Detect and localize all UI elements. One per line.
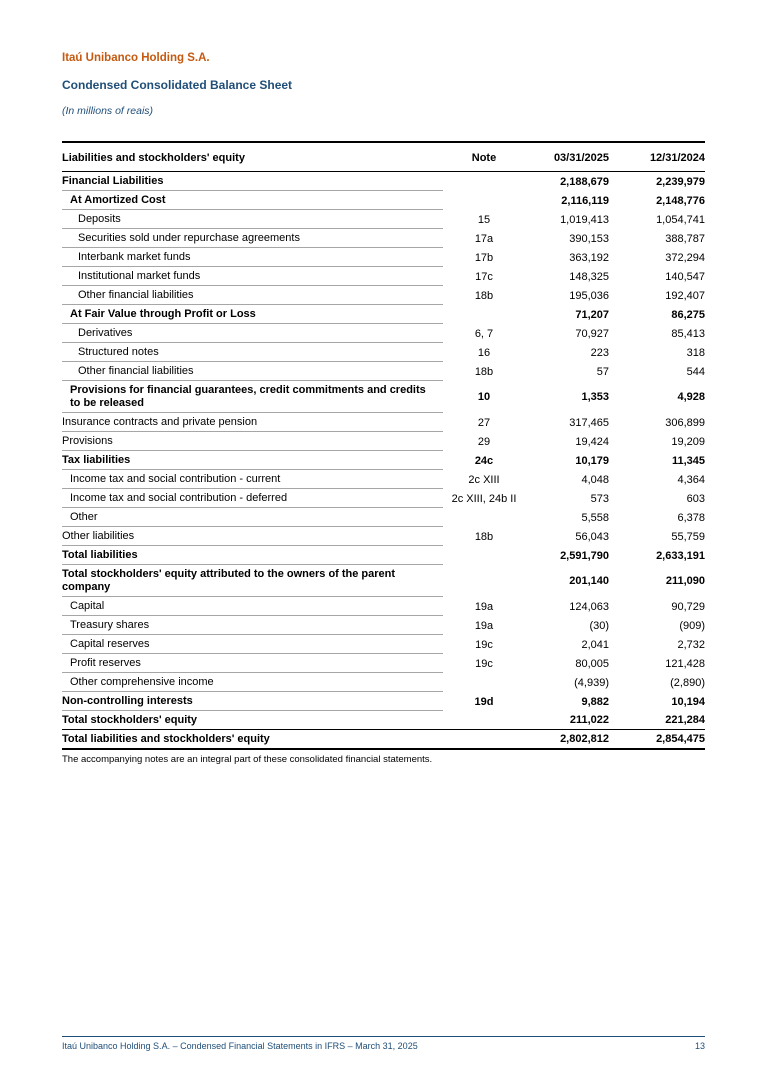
row-label: Institutional market funds xyxy=(62,267,443,286)
table-row xyxy=(62,692,705,711)
balance-sheet-table xyxy=(62,141,705,750)
row-label: Derivatives xyxy=(62,324,443,343)
row-value-prior: 90,729 xyxy=(671,600,705,613)
row-label: Securities sold under repurchase agreements xyxy=(62,229,443,248)
row-value-current: 2,116,119 xyxy=(561,194,609,207)
row-note xyxy=(443,546,525,565)
row-label: Other xyxy=(62,508,443,527)
row-value-prior: 388,787 xyxy=(665,232,705,245)
row-note: 17c xyxy=(475,270,493,283)
row-note: 27 xyxy=(477,416,491,429)
row-note: 19a xyxy=(474,619,494,632)
row-value-prior: 85,413 xyxy=(671,327,705,340)
row-value-prior: 10,194 xyxy=(671,695,705,708)
row-value-prior: 121,428 xyxy=(665,657,705,670)
row-value-current: 2,802,812 xyxy=(525,729,609,750)
table-row xyxy=(62,635,705,654)
row-value-prior: 306,899 xyxy=(665,416,705,429)
row-value-current: 1,353 xyxy=(581,391,609,403)
row-value-prior: 544 xyxy=(686,365,705,378)
row-value-current: 201,140 xyxy=(569,575,609,587)
row-value-current: 56,043 xyxy=(575,530,609,543)
row-label: Income tax and social contribution - deferred xyxy=(62,489,443,508)
row-label: Tax liabilities xyxy=(62,451,443,470)
table-row xyxy=(62,324,705,343)
row-value-current: 71,207 xyxy=(575,308,609,321)
row-label: Structured notes xyxy=(62,343,443,362)
row-note xyxy=(443,673,525,692)
table-row xyxy=(62,343,705,362)
row-value-prior: 2,854,475 xyxy=(609,729,705,750)
row-value-prior: 6,378 xyxy=(677,511,705,524)
row-label: Capital xyxy=(62,597,443,616)
row-note: 18b xyxy=(474,365,494,378)
row-note: 29 xyxy=(477,435,491,448)
row-note: 19c xyxy=(475,638,493,651)
table-row xyxy=(62,470,705,489)
row-value-current: 4,048 xyxy=(581,473,609,486)
row-value-current: 2,591,790 xyxy=(560,549,609,562)
row-value-current: 211,022 xyxy=(569,714,609,726)
column-header-label: Liabilities and stockholders' equity xyxy=(62,141,443,172)
row-note: 24c xyxy=(474,454,494,467)
row-label: Deposits xyxy=(62,210,443,229)
row-label: Total stockholders' equity attributed to the owners of the parent company xyxy=(62,565,443,597)
row-note: 17a xyxy=(474,232,494,245)
row-value-current: 2,188,679 xyxy=(560,175,609,188)
row-value-current: 363,192 xyxy=(569,251,609,264)
row-label: Capital reserves xyxy=(62,635,443,654)
table-row xyxy=(62,432,705,451)
row-value-current: 10,179 xyxy=(575,454,609,467)
row-value-prior: 86,275 xyxy=(671,308,705,321)
row-label: Income tax and social contribution - current xyxy=(62,470,443,489)
row-label: Other liabilities xyxy=(62,527,443,546)
row-value-current: 70,927 xyxy=(575,327,609,340)
row-value-prior: 603 xyxy=(686,492,705,505)
row-label: Insurance contracts and private pension xyxy=(62,413,443,432)
row-value-prior: 2,633,191 xyxy=(656,549,705,562)
document-title: Condensed Consolidated Balance Sheet xyxy=(62,78,293,92)
row-note xyxy=(443,508,525,527)
row-note: 16 xyxy=(477,346,491,359)
row-label: Financial Liabilities xyxy=(62,172,443,191)
row-value-current: 57 xyxy=(596,365,609,378)
row-value-prior: 192,407 xyxy=(665,289,705,302)
row-value-current: 148,325 xyxy=(569,270,609,283)
row-note xyxy=(443,305,525,324)
table-row xyxy=(62,248,705,267)
row-value-prior: 2,148,776 xyxy=(656,194,705,207)
row-note: 6, 7 xyxy=(474,327,494,340)
row-value-prior: 221,284 xyxy=(665,714,705,726)
table-row xyxy=(62,489,705,508)
row-value-prior: 372,294 xyxy=(665,251,705,264)
row-note: 19c xyxy=(475,657,493,670)
table-row xyxy=(62,210,705,229)
row-value-prior: 4,364 xyxy=(677,473,705,486)
table-row xyxy=(62,527,705,546)
row-label: Treasury shares xyxy=(62,616,443,635)
table-row xyxy=(62,267,705,286)
row-label: Profit reserves xyxy=(62,654,443,673)
row-value-current: 317,465 xyxy=(569,416,609,429)
row-note xyxy=(443,565,525,597)
row-note: 17b xyxy=(474,251,494,264)
row-value-prior: 19,209 xyxy=(671,435,705,448)
table-row xyxy=(62,546,705,565)
row-label: Total liabilities and stockholders' equity xyxy=(62,729,443,750)
column-header-period-current: 03/31/2025 xyxy=(525,141,609,172)
table-row xyxy=(62,413,705,432)
row-value-current: 5,558 xyxy=(581,511,609,524)
page-footer xyxy=(62,1036,705,1051)
row-value-prior: 2,239,979 xyxy=(656,175,705,188)
footnote: The accompanying notes are an integral part of these consolidated financial statements. xyxy=(62,754,433,765)
table-row xyxy=(62,286,705,305)
row-note: 18b xyxy=(474,530,494,543)
row-value-current: 195,036 xyxy=(569,289,609,302)
table-header-row xyxy=(62,141,705,172)
row-label: Interbank market funds xyxy=(62,248,443,267)
row-value-prior: 55,759 xyxy=(671,530,705,543)
table-row xyxy=(62,729,705,750)
table-row xyxy=(62,381,705,413)
table-row xyxy=(62,451,705,470)
row-value-prior: 1,054,741 xyxy=(656,213,705,226)
table-row xyxy=(62,565,705,597)
table-row xyxy=(62,191,705,210)
row-label: Total liabilities xyxy=(62,546,443,565)
row-note: 18b xyxy=(474,289,494,302)
row-value-current: 1,019,413 xyxy=(560,213,609,226)
row-value-prior: 4,928 xyxy=(677,391,705,403)
row-value-prior: 318 xyxy=(686,346,705,359)
row-note xyxy=(443,711,525,729)
row-note: 15 xyxy=(477,213,491,226)
table-row xyxy=(62,229,705,248)
row-note: 2c XIII, 24b II xyxy=(451,492,517,505)
table-row xyxy=(62,654,705,673)
row-label: Provisions xyxy=(62,432,443,451)
table-row xyxy=(62,172,705,191)
table-row xyxy=(62,711,705,729)
balance-sheet-body xyxy=(62,172,705,750)
footer-document-reference: Itaú Unibanco Holding S.A. – Condensed Financial Statements in IFRS – March 31, 2025 xyxy=(62,1041,418,1051)
row-value-prior: (2,890) xyxy=(670,676,705,689)
row-label: Non-controlling interests xyxy=(62,692,443,711)
table-row xyxy=(62,673,705,692)
row-value-current: 573 xyxy=(590,492,609,505)
row-value-current: (30) xyxy=(589,619,609,632)
row-label: Provisions for financial guarantees, credit commitments and credits to be released xyxy=(62,381,443,413)
row-note: 10 xyxy=(477,391,491,403)
row-label: Total stockholders' equity xyxy=(62,714,198,726)
column-header-period-prior: 12/31/2024 xyxy=(609,141,705,172)
row-value-prior: 211,090 xyxy=(665,575,705,587)
row-value-current: (4,939) xyxy=(574,676,609,689)
row-value-current: 9,882 xyxy=(581,695,609,708)
row-label: At Fair Value through Profit or Loss xyxy=(62,305,443,324)
row-label: Other financial liabilities xyxy=(62,362,443,381)
table-row xyxy=(62,508,705,527)
row-value-prior: (909) xyxy=(679,619,705,632)
row-note: 19d xyxy=(474,695,494,708)
row-label: Other comprehensive income xyxy=(62,673,443,692)
row-value-prior: 140,547 xyxy=(665,270,705,283)
company-name: Itaú Unibanco Holding S.A. xyxy=(62,52,210,64)
page-number: 13 xyxy=(694,1041,705,1051)
row-note xyxy=(443,172,525,191)
row-value-current: 124,063 xyxy=(569,600,609,613)
row-note xyxy=(443,729,525,750)
column-header-note: Note xyxy=(443,141,525,172)
row-note xyxy=(443,191,525,210)
table-row xyxy=(62,597,705,616)
row-value-prior: 11,345 xyxy=(671,454,705,467)
units-note: (In millions of reais) xyxy=(62,105,154,117)
row-value-prior: 2,732 xyxy=(677,638,705,651)
table-row xyxy=(62,362,705,381)
row-value-current: 80,005 xyxy=(575,657,609,670)
row-note: 2c XIII xyxy=(468,473,500,486)
row-note: 19a xyxy=(474,600,494,613)
row-value-current: 223 xyxy=(590,346,609,359)
table-row xyxy=(62,616,705,635)
table-row xyxy=(62,305,705,324)
row-value-current: 19,424 xyxy=(575,435,609,448)
row-label: Other financial liabilities xyxy=(62,286,443,305)
row-label: At Amortized Cost xyxy=(62,191,443,210)
row-value-current: 390,153 xyxy=(569,232,609,245)
row-value-current: 2,041 xyxy=(581,638,609,651)
